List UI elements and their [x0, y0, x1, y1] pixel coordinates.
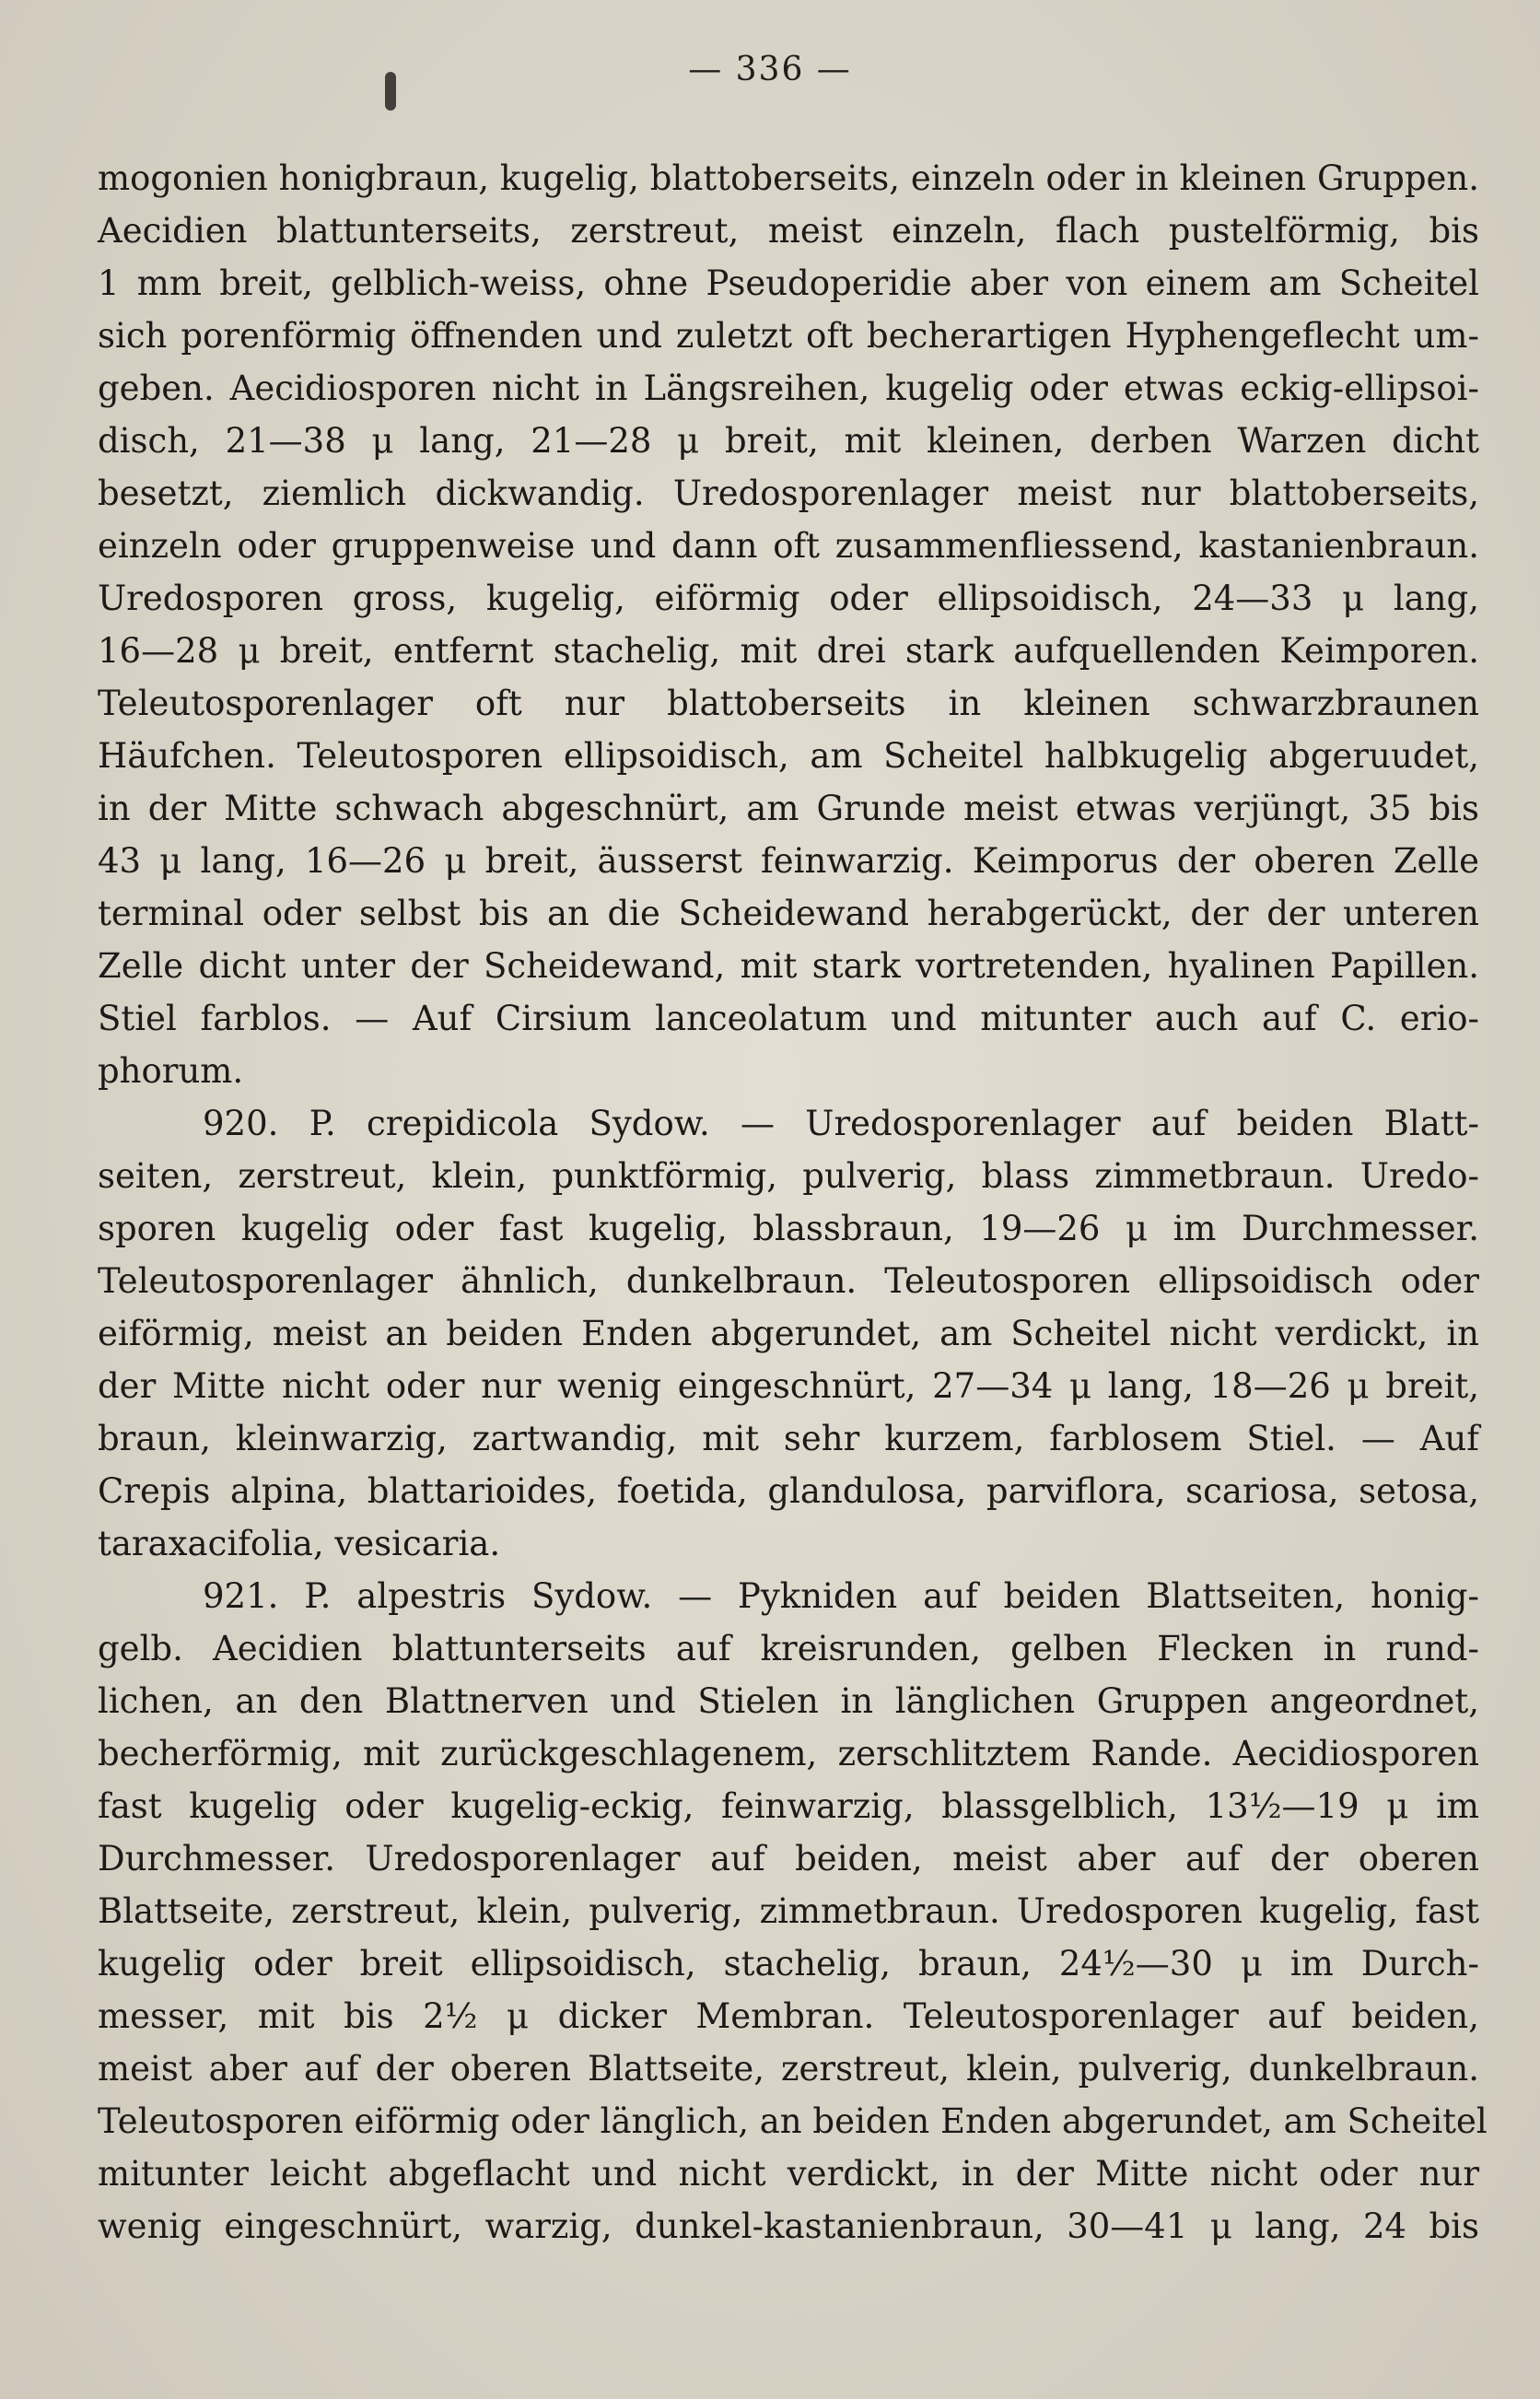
- text-line-31: becherförmig, mit zurückgeschlagenem, zerschlitztem Rande. Aecidiosporen: [98, 1734, 1479, 1773]
- text-line-16: Zelle dicht unter der Scheidewand, mit stark vortretenden, hyalinen Papillen.: [98, 946, 1479, 986]
- text-line-25: braun, kleinwarzig, zartwandig, mit sehr kurzem, farblosem Stiel. — Auf: [98, 1419, 1479, 1458]
- page-number: — 336 —: [688, 51, 852, 88]
- text-line-22: Teleutosporenlager ähnlich, dunkelbraun. Teleutosporen ellipsoidisch oder: [98, 1261, 1479, 1301]
- text-line-23: eiförmig, meist an beiden Enden abgerundet, am Scheitel nicht verdickt, in: [98, 1314, 1479, 1353]
- text-line-33: Durchmesser. Uredosporenlager auf beiden, meist aber auf der oberen: [98, 1839, 1479, 1878]
- text-line-7: besetzt, ziemlich dickwandig. Uredosporenlager meist nur blattoberseits,: [98, 474, 1479, 513]
- text-line-39: mitunter leicht abgeflacht und nicht verdickt, in der Mitte nicht oder nur: [98, 2154, 1479, 2194]
- text-line-11: Teleutosporenlager oft nur blattoberseits in kleinen schwarzbraunen: [98, 684, 1479, 723]
- entry-920-heading-line: 920. P. crepidicola Sydow. — Uredosporenlager auf beiden Blatt-: [203, 1104, 1479, 1143]
- text-line-35: kugelig oder breit ellipsoidisch, stachelig, braun, 24½—30 μ im Durch-: [98, 1944, 1479, 1984]
- text-line-15: terminal oder selbst bis an die Scheidewand herabgerückt, der der unteren: [98, 894, 1479, 933]
- text-line-13: in der Mitte schwach abgeschnürt, am Grunde meist etwas verjüngt, 35 bis: [98, 789, 1479, 828]
- text-line-18: phorum.: [98, 1051, 244, 1091]
- text-line-30: lichen, an den Blattnerven und Stielen in länglichen Gruppen angeordnet,: [98, 1681, 1479, 1721]
- text-line-10: 16—28 μ breit, entfernt stachelig, mit drei stark aufquellenden Keimporen.: [98, 631, 1479, 671]
- text-line-14: 43 μ lang, 16—26 μ breit, äusserst feinwarzig. Keimporus der oberen Zelle: [98, 841, 1479, 881]
- text-line-32: fast kugelig oder kugelig-eckig, feinwarzig, blassgelblich, 13½—19 μ im: [98, 1786, 1479, 1826]
- text-line-5: geben. Aecidiosporen nicht in Längsreihen, kugelig oder etwas eckig-ellipsoi-: [98, 369, 1479, 408]
- text-line-9: Uredosporen gross, kugelig, eiförmig oder ellipsoidisch, 24—33 μ lang,: [98, 579, 1479, 618]
- text-line-27: taraxacifolia, vesicaria.: [98, 1524, 501, 1563]
- entry-921-heading-line: 921. P. alpestris Sydow. — Pykniden auf beiden Blattseiten, honig-: [203, 1576, 1479, 1616]
- text-line-36: messer, mit bis 2½ μ dicker Membran. Teleutosporenlager auf beiden,: [98, 1996, 1479, 2036]
- text-line-6: disch, 21—38 μ lang, 21—28 μ breit, mit kleinen, derben Warzen dicht: [98, 421, 1479, 461]
- text-line-38: Teleutosporen eiförmig oder länglich, an beiden Enden abgerundet, am Scheitel: [98, 2101, 1488, 2141]
- text-line-37: meist aber auf der oberen Blattseite, zerstreut, klein, pulverig, dunkelbraun.: [98, 2049, 1479, 2089]
- text-line-2: Aecidien blattunterseits, zerstreut, meist einzeln, flach pustelförmig, bis: [98, 211, 1479, 251]
- text-line-20: seiten, zerstreut, klein, punktförmig, pulverig, blass zimmetbraun. Uredo-: [98, 1156, 1479, 1196]
- text-line-4: sich porenförmig öffnenden und zuletzt oft becherartigen Hyphengeflecht um-: [98, 316, 1479, 356]
- text-line-12: Häufchen. Teleutosporen ellipsoidisch, am Scheitel halbkugelig abgeruudet,: [98, 736, 1479, 776]
- text-line-26: Crepis alpina, blattarioides, foetida, glandulosa, parviflora, scariosa, setosa,: [98, 1471, 1479, 1511]
- text-line-40: wenig eingeschnürt, warzig, dunkel-kastanienbraun, 30—41 μ lang, 24 bis: [98, 2206, 1479, 2246]
- text-line-29: gelb. Aecidien blattunterseits auf kreisrunden, gelben Flecken in rund-: [98, 1629, 1479, 1668]
- text-line-34: Blattseite, zerstreut, klein, pulverig, zimmetbraun. Uredosporen kugelig, fast: [98, 1891, 1479, 1931]
- text-line-21: sporen kugelig oder fast kugelig, blassbraun, 19—26 μ im Durchmesser.: [98, 1209, 1479, 1248]
- text-line-3: 1 mm breit, gelblich-weiss, ohne Pseudoperidie aber von einem am Scheitel: [98, 263, 1479, 303]
- text-line-8: einzeln oder gruppenweise und dann oft zusammenfliessend, kastanienbraun.: [98, 526, 1479, 566]
- text-line-17: Stiel farblos. — Auf Cirsium lanceolatum und mitunter auch auf C. erio-: [98, 999, 1479, 1038]
- body-text: [98, 152, 1488, 2253]
- text-line-1: mogonien honigbraun, kugelig, blattoberseits, einzeln oder in kleinen Gruppen.: [98, 158, 1479, 198]
- text-line-24: der Mitte nicht oder nur wenig eingeschnürt, 27—34 μ lang, 18—26 μ breit,: [98, 1366, 1479, 1406]
